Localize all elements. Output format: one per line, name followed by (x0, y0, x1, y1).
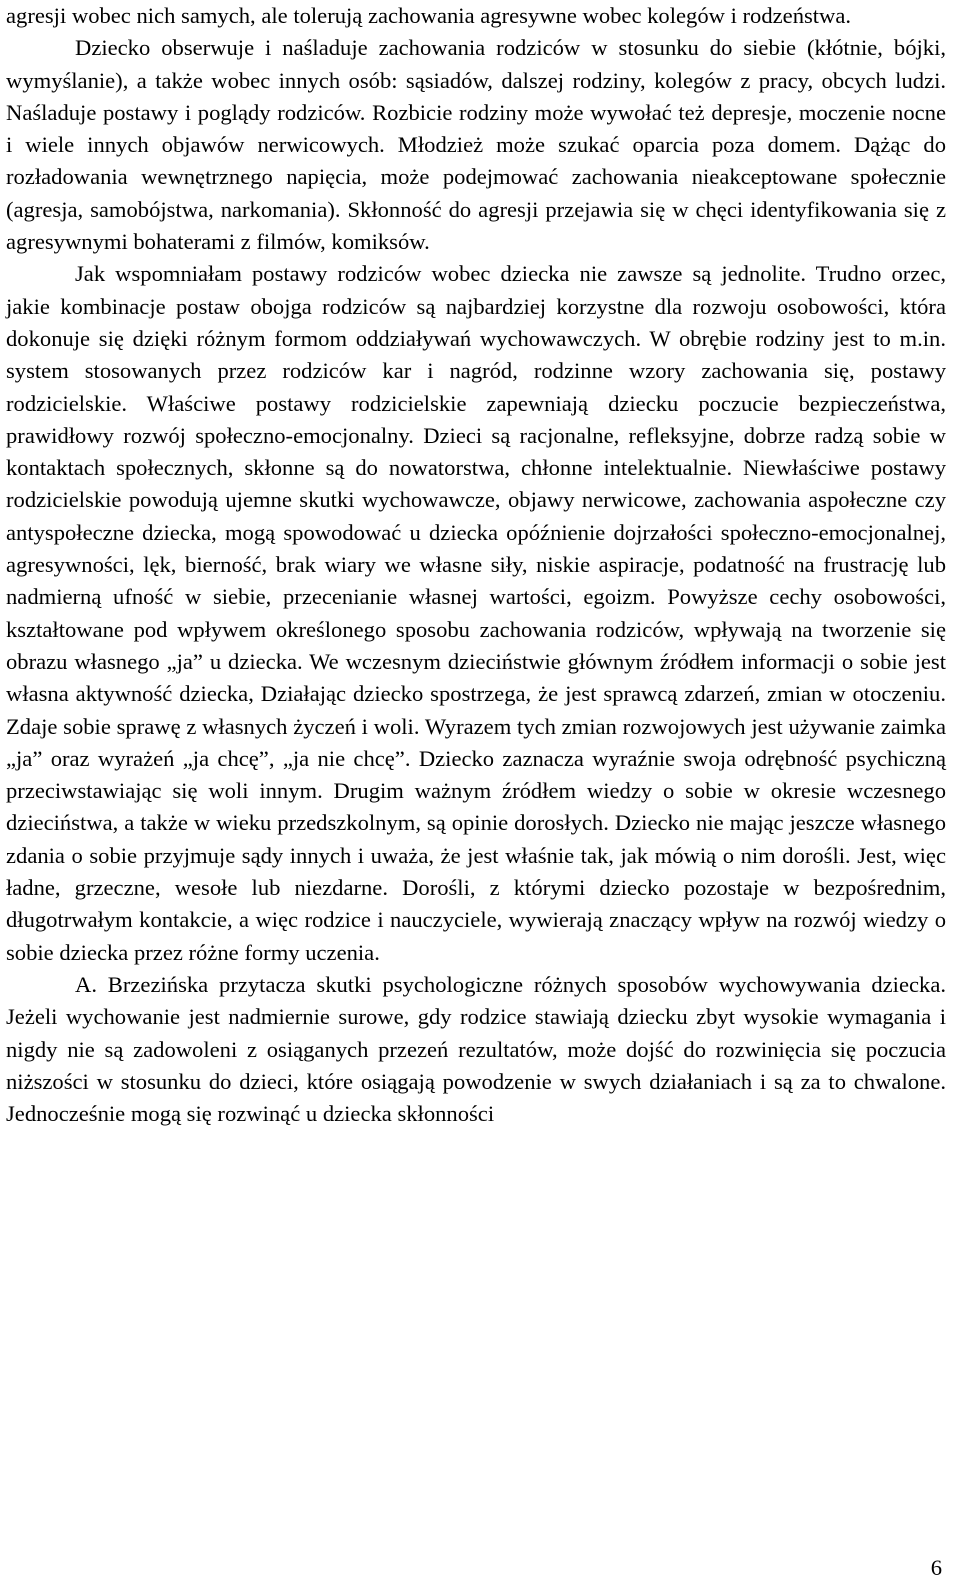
document-body (6, 0, 946, 1130)
page-number: 6 (930, 1555, 942, 1580)
paragraph-parental-attitudes: Jak wspomniałam postawy rodziców wobec dziecka nie zawsze są jednolite. Trudno orzec, jakie kombinacje postaw obojga rodziców są najbardziej korzystne dla rozwoju osobowości, która dokonuje się dzięki różnym formom oddziaływań wychowawczych. W obrębie rodziny jest to m.in. system stosowanych przez rodziców kar i nagród, rodzinne wzory zachowania się, postawy rodzicielskie. Właściwe postawy rodzicielskie zapewniają dziecku poczucie bezpieczeństwa, prawidłowy rozwój społeczno-emocjonalny. Dzieci są racjonalne, refleksyjne, dobrze radzą sobie w kontaktach społecznych, skłonne są do nowatorstwa, chłonne intelektualnie. Niewłaściwe postawy rodzicielskie powodują ujemne skutki wychowawcze, objawy nerwicowe, zachowania aspołeczne czy antyspołeczne dziecka, mogą spowodować u dziecka opóźnienie dojrzałości społeczno-emocjonalnej, agresywności, lęk, bierność, brak wiary we własne siły, niskie aspiracje, podatność na frustrację lub nadmierną ufność w siebie, przecenianie własnej wartości, egoizm. Powyższe cechy osobowości, kształtowane pod wpływem określonego sposobu zachowania rodziców, wpływają na tworzenie się obrazu własnego „ja” u dziecka. We wczesnym dzieciństwie głównym źródłem informacji o sobie jest własna aktywność dziecka, Działając dziecko spostrzega, że jest sprawcą zdarzeń, zmian w otoczeniu. Zdaje sobie sprawę z własnych życzeń i woli. Wyrazem tych zmian rozwojowych jest używanie zaimka „ja” oraz wyrażeń „ja chcę”, „ja nie chcę”. Dziecko zaznacza wyraźnie swoja odrębność psychiczną przeciwstawiając się woli innym. Drugim ważnym źródłem wiedzy o sobie w okresie wczesnego dzieciństwa, a także w wieku przedszkolnym, są opinie dorosłych. Dziecko nie mając jeszcze własnego zdania o sobie przyjmuje sądy innych i uważa, że jest właśnie tak, jak mówią o nim dorośli. Jest, więc ładne, grzeczne, wesołe lub niezdarne. Dorośli, z którymi dziecko pozostaje w bezpośrednim, długotrwałym kontakcie, a więc rodzice i nauczyciele, wywierają znaczący wpływ na rozwój wiedzy o sobie dziecka przez różne formy uczenia. (6, 261, 946, 965)
paragraph-child-imitation: Dziecko obserwuje i naśladuje zachowania rodziców w stosunku do siebie (kłótnie, bójki, wymyślanie), a także wobec innych osób: sąsiadów, dalszej rodziny, kolegów z pracy, obcych ludzi. Naśladuje postawy i poglądy rodziców. Rozbicie rodziny może wywołać też depresje, moczenie nocne i wiele innych objawów nerwicowych. Młodzież może szukać oparcia poza domem. Dążąc do rozładowania wewnętrznego napięcia, może podejmować zachowania nieakceptowane społecznie (agresja, samobójstwa, narkomania). Skłonność do agresji przejawia się w chęci identyfikowania się z agresywnymi bohaterami z filmów, komiksów. (6, 35, 946, 255)
paragraph-continuation: agresji wobec nich samych, ale tolerują zachowania agresywne wobec kolegów i rodzeństwa. (6, 3, 852, 28)
paragraph-brzezinska: A. Brzezińska przytacza skutki psychologiczne różnych sposobów wychowywania dziecka. Jeżeli wychowanie jest nadmiernie surowe, gdy rodzice stawiają dziecku zbyt wysokie wymagania i nigdy nie są zadowoleni z osiąganych przezeń rezultatów, może dojść do rozwinięcia się poczucia niższości w stosunku do dzieci, które osiągają powodzenie w swych działaniach i są za to chwalone. Jednocześnie mogą się rozwinąć u dziecka skłonności (6, 971, 946, 1127)
